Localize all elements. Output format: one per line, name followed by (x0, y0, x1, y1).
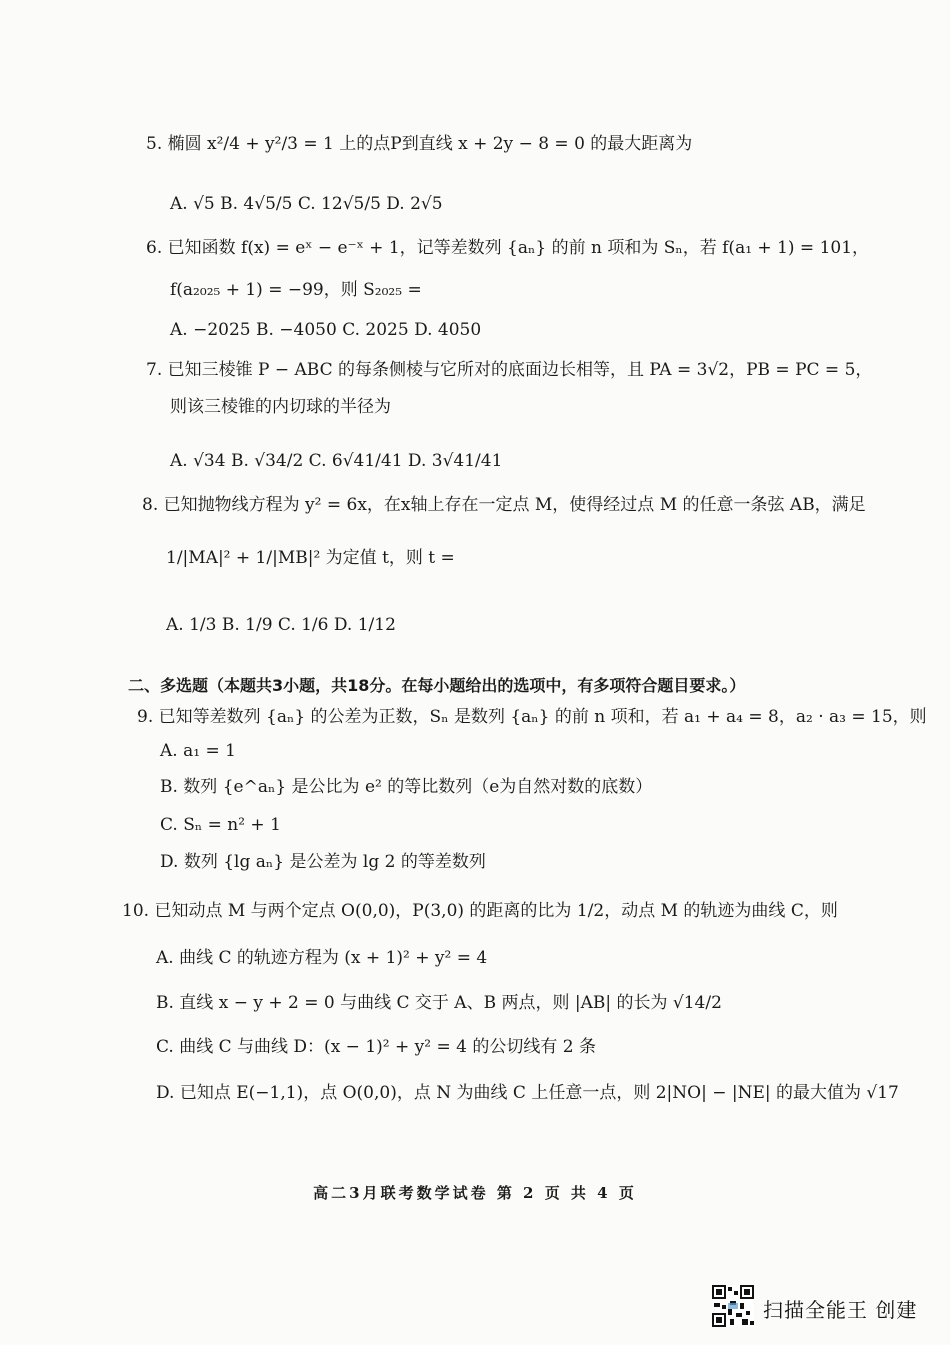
q10-option-a: A. 曲线 C 的轨迹方程为 (x + 1)² + y² = 4 (156, 948, 488, 968)
qr-code-icon (712, 1285, 754, 1327)
q6-options: A. −2025 B. −4050 C. 2025 D. 4050 (170, 320, 482, 340)
q10-stem: 10. 已知动点 M 与两个定点 O(0,0)，P(3,0) 的距离的比为 1/2，动点 M 的轨迹为曲线 C，则 (122, 901, 838, 921)
q8-options: A. 1/3 B. 1/9 C. 1/6 D. 1/12 (166, 615, 396, 635)
q10-option-c: C. 曲线 C 与曲线 D：(x − 1)² + y² = 4 的公切线有 2 条 (156, 1037, 596, 1057)
q8-stem: 8. 已知抛物线方程为 y² = 6x，在x轴上存在一定点 M，使得经过点 M 的任意一条弦 AB，满足 (142, 495, 866, 515)
section-title: 二、多选题（本题共3小题，共18分。在每小题给出的选项中，有多项符合题目要求。） (128, 676, 746, 695)
q7-options: A. √34 B. √34/2 C. 6√41/41 D. 3√41/41 (170, 451, 503, 471)
brand-text: 扫描全能王 创建 (763, 1298, 918, 1322)
page-footer: 高二3月联考数学试卷 第 2 页 共 4 页 (313, 1184, 637, 1202)
q6-stem-cont: f(a₂₀₂₅ + 1) = −99，则 S₂₀₂₅ = (170, 280, 422, 300)
q10-option-b: B. 直线 x − y + 2 = 0 与曲线 C 交于 A、B 两点，则 |AB| 的长为 √14/2 (156, 993, 722, 1013)
q7-stem-cont: 则该三棱锥的内切球的半径为 (170, 397, 391, 417)
q9-option-a: A. a₁ = 1 (160, 741, 236, 761)
q7-stem: 7. 已知三棱锥 P − ABC 的每条侧棱与它所对的底面边长相等，且 PA = 3√2，PB = PC = 5， (146, 360, 873, 380)
q9-option-c: C. Sₙ = n² + 1 (160, 815, 281, 835)
q5-options: A. √5 B. 4√5/5 C. 12√5/5 D. 2√5 (170, 194, 443, 214)
q9-option-d: D. 数列 {lg aₙ} 是公差为 lg 2 的等差数列 (160, 852, 486, 872)
scanner-watermark (712, 1285, 927, 1329)
q9-stem: 9. 已知等差数列 {aₙ} 的公差为正数，Sₙ 是数列 {aₙ} 的前 n 项和，若 a₁ + a₄ = 8，a₂ · a₃ = 15，则 (137, 707, 927, 727)
q5-stem: 5. 椭圆 x²/4 + y²/3 = 1 上的点P到直线 x + 2y − 8 = 0 的最大距离为 (146, 134, 693, 154)
q10-option-d: D. 已知点 E(−1,1)，点 O(0,0)，点 N 为曲线 C 上任意一点，则 2|NO| − |NE| 的最大值为 √17 (156, 1083, 899, 1103)
q8-stem-cont: 1/|MA|² + 1/|MB|² 为定值 t，则 t = (166, 548, 455, 568)
q9-option-b: B. 数列 {e^aₙ} 是公比为 e² 的等比数列（e为自然对数的底数） (160, 777, 653, 797)
q6-stem: 6. 已知函数 f(x) = eˣ − e⁻ˣ + 1，记等差数列 {aₙ} 的前 n 项和为 Sₙ，若 f(a₁ + 1) = 101， (146, 238, 870, 258)
